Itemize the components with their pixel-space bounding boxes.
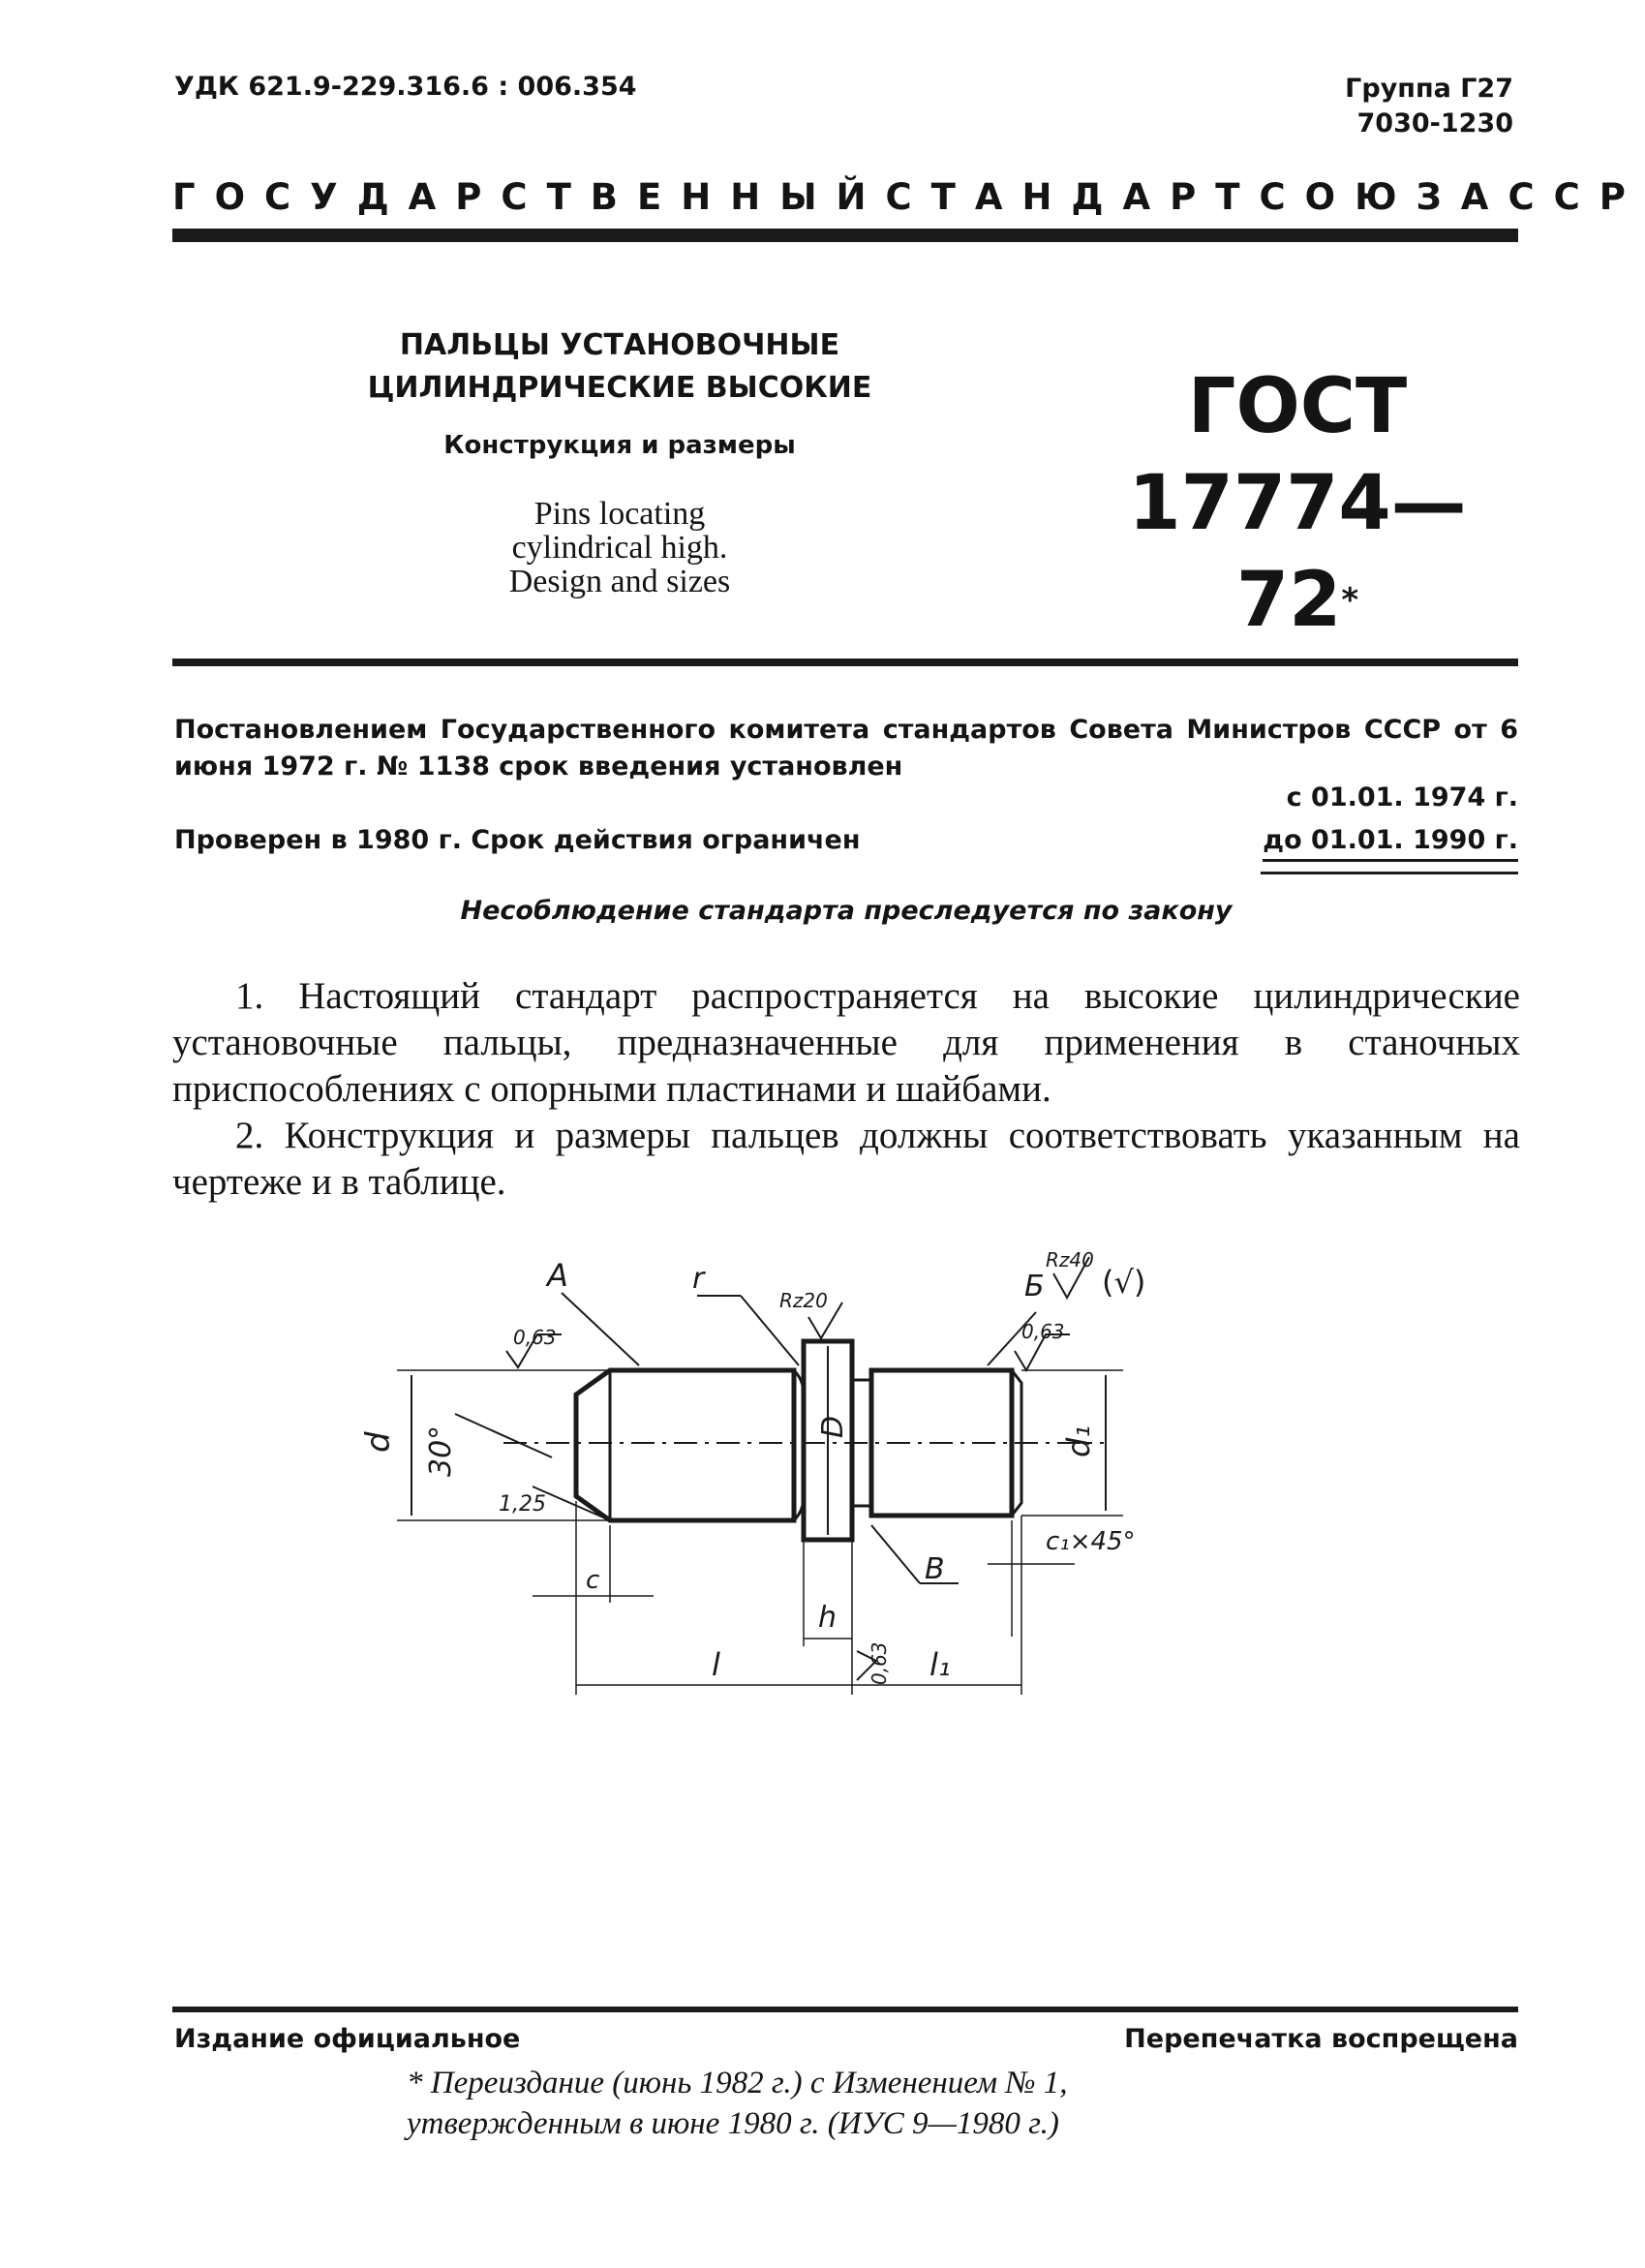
footnote-line-2: утвержденным в июне 1980 г. (ИУС 9—1980 г.) [407,2106,1059,2141]
leader-groove [871,1525,920,1583]
body-text [172,973,1520,1206]
verified-text: Проверен в 1980 г. Срок действия ограничен [174,825,861,855]
title-ru-line-2: ЦИЛИНДРИЧЕСКИЕ ВЫСОКИЕ [367,371,872,405]
gost-designation [1113,358,1481,649]
pin-drawing [359,1220,1220,1704]
roughness-right-label: 0,63 [1021,1320,1065,1343]
dim-d-label: d [359,1431,398,1453]
state-standard-word-3: СОЮЗА [1259,176,1508,218]
title-en [329,497,910,598]
state-standard-heading [172,176,1645,218]
dim-d1-label: d₁ [1060,1425,1097,1457]
reprint-notice: Перепечатка воспрещена [1124,2024,1518,2054]
title-ru [329,324,910,410]
udk-code: УДК 621.9-229.316.6 : 006.354 [174,72,637,102]
state-standard-word-2: СТАНДАРТ [885,176,1260,218]
title-rule [172,659,1518,666]
paragraph-2: 2. Конструкция и размеры пальцев должны соответствовать указанным на чертеже и в таблице. [172,1115,1520,1203]
date-to-rule [1261,872,1518,874]
check-mark-label: (√) [1102,1264,1146,1301]
dim-c-label: c [586,1566,600,1595]
dim-l-label: l [712,1646,720,1683]
classification-code: 7030-1230 [1356,108,1513,138]
date-to: до 01.01. 1990 г. [1263,825,1518,862]
title-en-line-3: Design and sizes [508,564,731,599]
paragraph-1: 1. Настоящий стандарт распространяется на высокие цилиндрические установочные пальцы, предназначенные для применения в станочных приспособлениях с опорными пластинами и шайбами. [172,975,1520,1110]
dim-125-label: 1,25 [499,1492,546,1517]
dim-l1-label: l₁ [929,1646,951,1683]
roughness-left-label: 0,63 [513,1326,557,1349]
title-ru-line-1: ПАЛЬЦЫ УСТАНОВОЧНЫЕ [399,328,840,362]
footnote [407,2063,1356,2144]
state-standard-word-4: ССР [1508,176,1645,218]
title-en-line-2: cylindrical high. [511,530,728,566]
title-en-line-1: Pins locating [533,496,706,532]
label-r: r [692,1262,705,1296]
top-rule [172,229,1518,242]
bottom-rule [172,2007,1518,2012]
law-notice: Несоблюдение стандарта преследуется по закону [460,896,1233,926]
group-block [1345,72,1513,141]
footnote-line-1: * Переиздание (июнь 1982 г.) с Изменением № 1, [407,2066,1068,2100]
dim-D-label: D [816,1415,850,1438]
dim-angle-label: 30° [424,1425,458,1477]
rz40-label: Rz40 [1046,1248,1094,1272]
label-a: А [547,1257,568,1294]
rz20-label: Rz20 [779,1289,828,1312]
leader-a [562,1293,639,1365]
gost-label: ГОСТ [1187,363,1408,450]
angle-leader [455,1414,552,1457]
decree-text: Постановлением Государственного комитета стандартов Совета Министров СССР от 6 июня 1972 г. № 1138 срок введения установлен [174,715,1518,782]
dim-h-label: h [818,1601,838,1635]
state-standard-word-1: ГОСУДАРСТВЕННЫЙ [172,176,886,218]
dim-B-label: B [925,1552,945,1586]
subtitle-ru: Конструкция и размеры [443,431,796,460]
gost-number: 17774—72 [1128,460,1467,644]
dim-c1-label: c₁×45° [1046,1527,1136,1556]
gost-number-line [1113,455,1481,649]
edition-label: Издание официальное [174,2024,521,2054]
group-label: Группа Г27 [1345,74,1513,104]
gost-footnote-mark: * [1341,581,1359,620]
label-b-cyr: Б [1024,1270,1045,1303]
roughness-bottom-label: 0,63 [868,1641,891,1685]
date-from: с 01.01. 1974 г. [1286,782,1518,812]
